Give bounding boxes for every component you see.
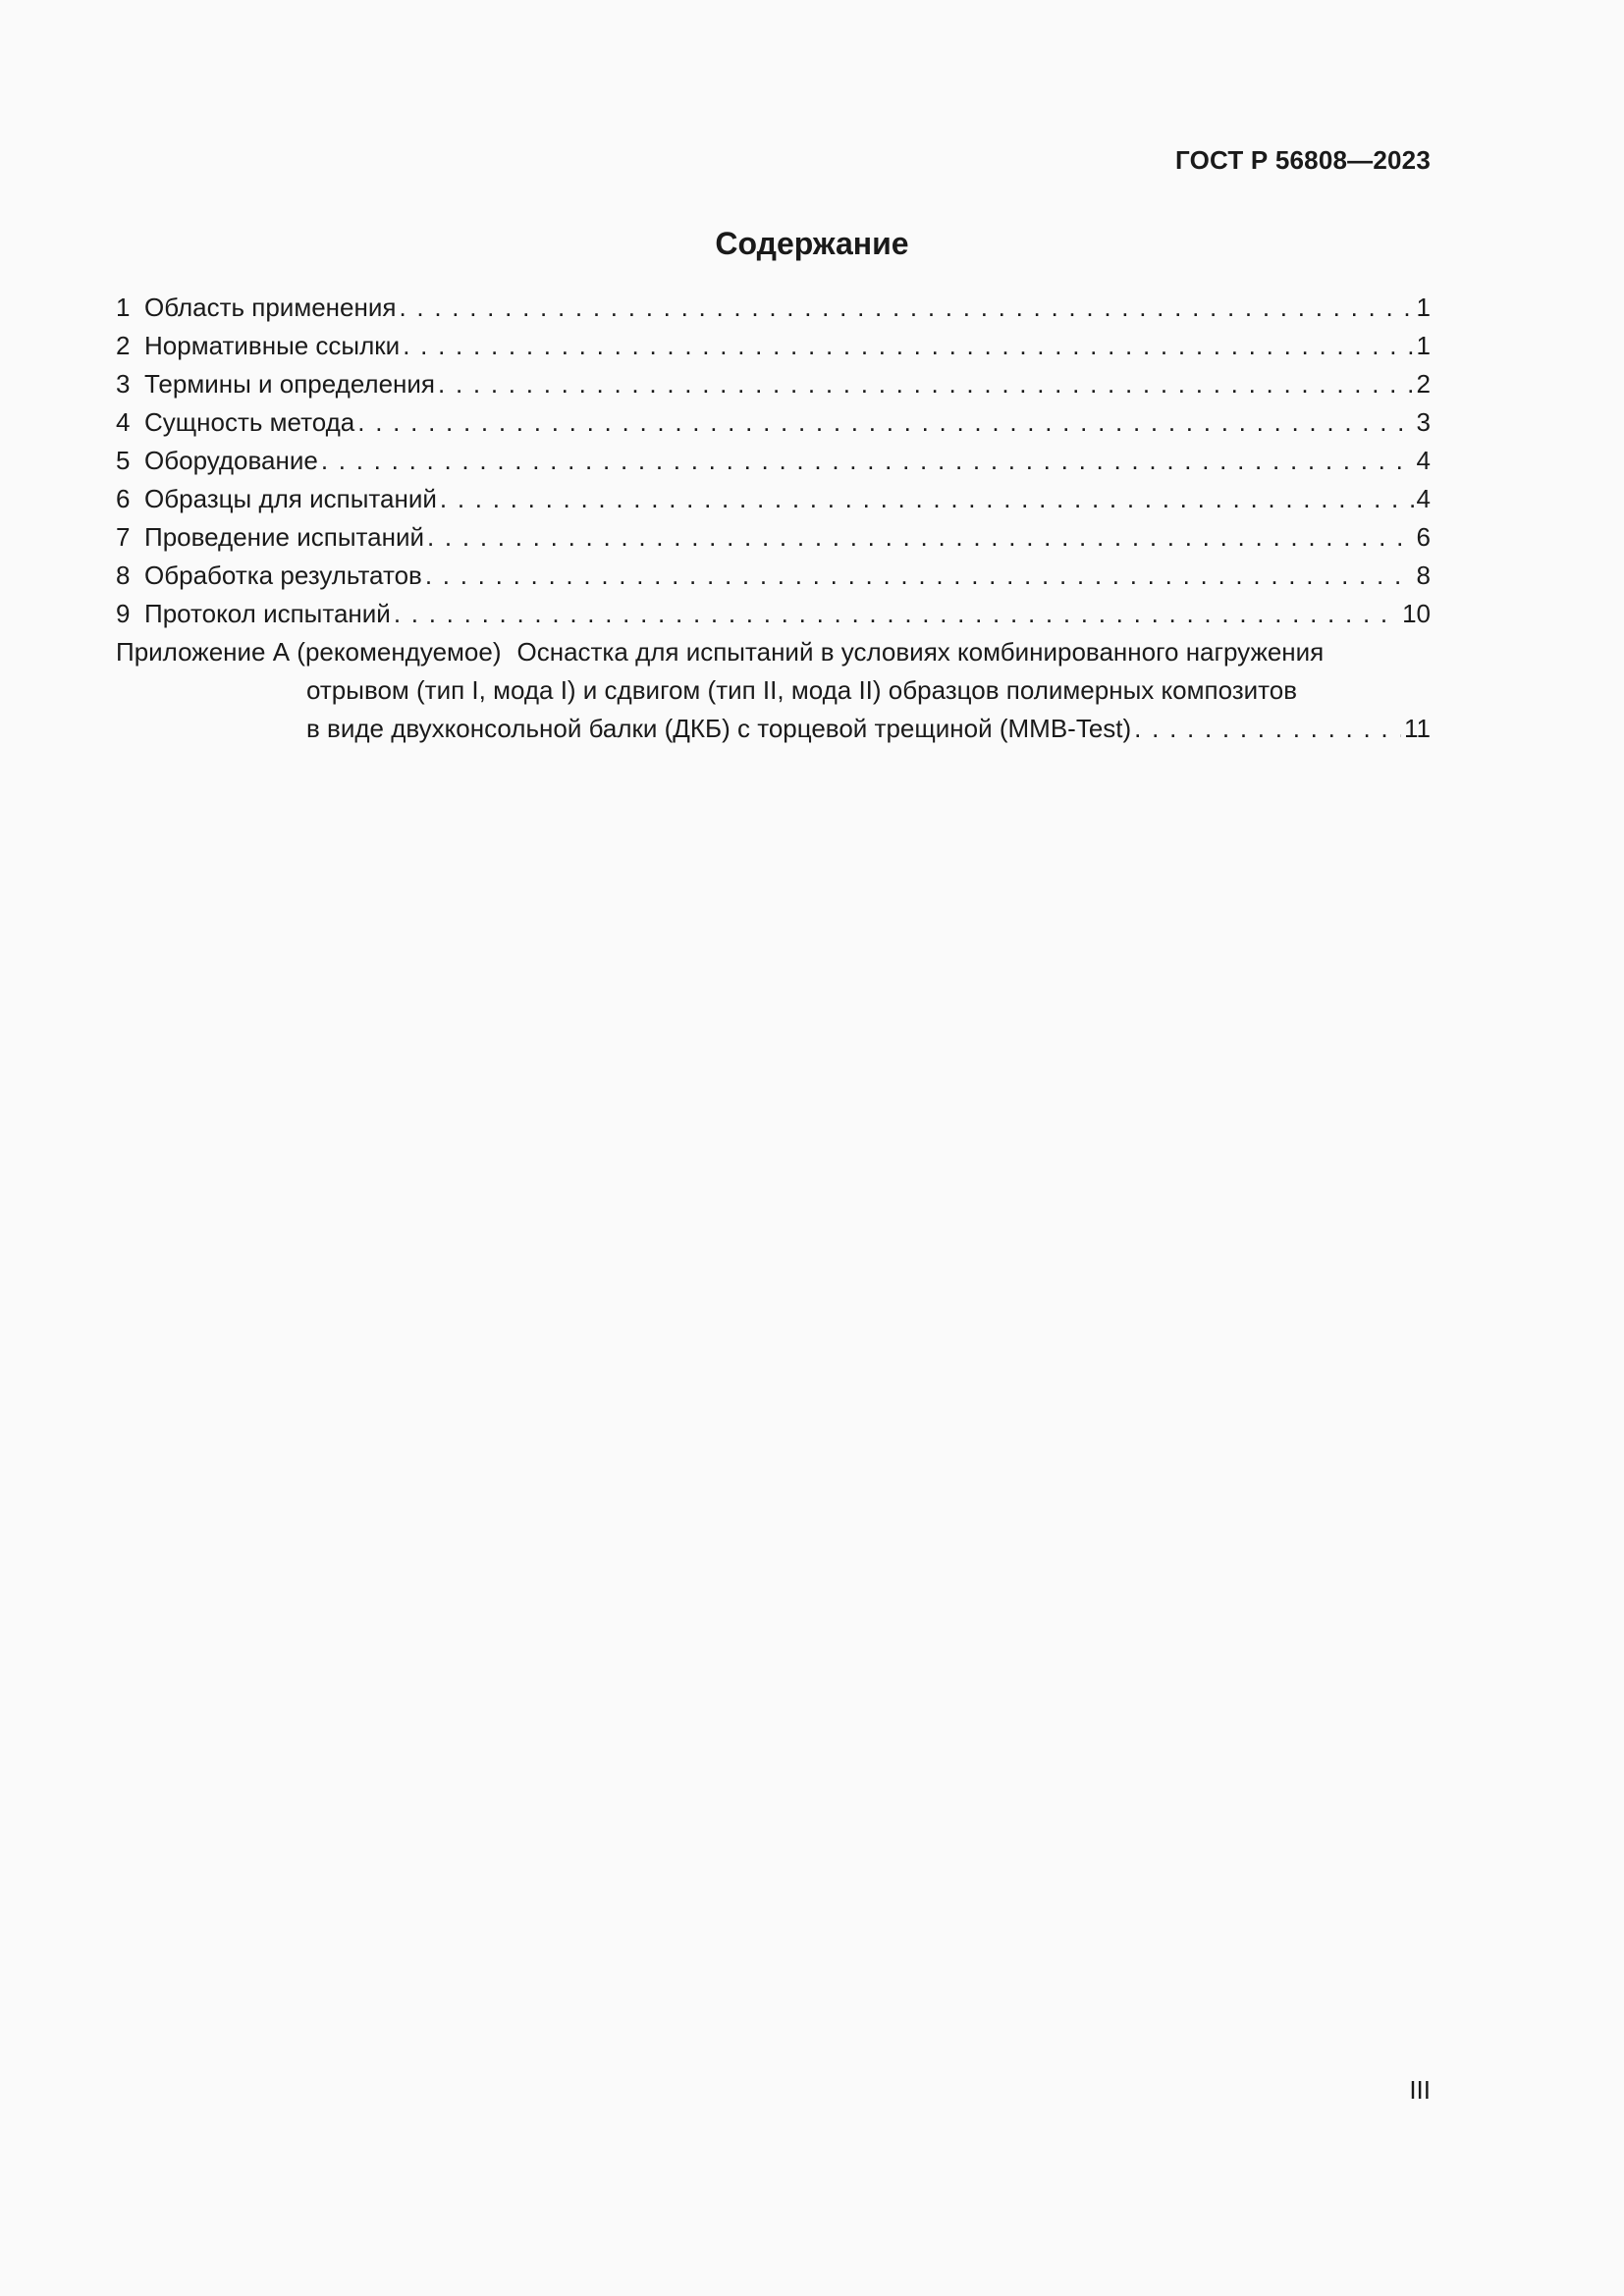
appendix-last-line — [116, 710, 1431, 748]
toc-item-page: 6 — [1416, 522, 1431, 552]
toc-item-number: 2 — [116, 331, 131, 360]
toc-leader-dots — [427, 518, 1414, 557]
document-code: ГОСТ Р 56808—2023 — [1175, 145, 1431, 175]
toc-item-page: 8 — [1416, 561, 1431, 590]
toc-item[interactable] — [116, 403, 1431, 442]
toc-leader-dots — [394, 595, 1399, 633]
toc-item[interactable] — [116, 595, 1431, 633]
toc-item-label: Образцы для испытаний — [144, 484, 437, 513]
toc-item-page: 1 — [1416, 293, 1431, 322]
table-of-contents — [116, 289, 1431, 748]
toc-item[interactable] — [116, 327, 1431, 365]
toc-item-page: 10 — [1402, 599, 1431, 628]
toc-item-page: 4 — [1416, 484, 1431, 513]
toc-leader-dots — [1134, 710, 1401, 748]
toc-leader-dots — [403, 327, 1413, 365]
toc-item-label: Оборудование — [144, 446, 318, 475]
toc-item[interactable] — [116, 289, 1431, 327]
toc-item-label: Сущность метода — [144, 407, 355, 437]
toc-item-number: 5 — [116, 446, 131, 475]
toc-item-label: Нормативные ссылки — [144, 331, 401, 360]
toc-item-page: 4 — [1416, 446, 1431, 475]
appendix-prefix: Приложение А (рекомендуемое) — [116, 637, 502, 667]
page-number: III — [1409, 2075, 1431, 2105]
appendix-first-line — [116, 633, 1431, 671]
appendix-title-line2: отрывом (тип I, мода I) и сдвигом (тип II, мода II) образцов полимерных композитов — [306, 675, 1298, 705]
toc-leader-dots — [399, 289, 1413, 327]
toc-item-number: 3 — [116, 369, 131, 399]
toc-item-number: 1 — [116, 293, 131, 322]
toc-item[interactable] — [116, 442, 1431, 480]
toc-leader-dots — [357, 403, 1413, 442]
toc-leader-dots — [321, 442, 1414, 480]
toc-item-label: Область применения — [144, 293, 397, 322]
toc-leader-dots — [440, 480, 1414, 518]
toc-item-number: 9 — [116, 599, 131, 628]
toc-title: Содержание — [715, 226, 909, 261]
appendix-title-line3: в виде двухконсольной балки (ДКБ) с торцевой трещиной (MMB-Test) — [306, 714, 1132, 743]
toc-leader-dots — [425, 557, 1414, 595]
toc-item-label: Протокол испытаний — [144, 599, 391, 628]
toc-item-page: 1 — [1416, 331, 1431, 360]
appendix-page: 11 — [1404, 714, 1431, 743]
toc-item-number: 4 — [116, 407, 131, 437]
toc-item-number: 8 — [116, 561, 131, 590]
toc-item[interactable] — [116, 365, 1431, 403]
toc-item-label: Проведение испытаний — [144, 522, 424, 552]
toc-item-number: 6 — [116, 484, 131, 513]
toc-item[interactable] — [116, 557, 1431, 595]
toc-appendix-item[interactable] — [116, 633, 1431, 748]
toc-item-number: 7 — [116, 522, 131, 552]
toc-leader-dots — [438, 365, 1414, 403]
appendix-title-line1: Оснастка для испытаний в условиях комбинированного нагружения — [516, 637, 1325, 667]
toc-item-page: 2 — [1416, 369, 1431, 399]
toc-item[interactable] — [116, 480, 1431, 518]
toc-item-label: Обработка результатов — [144, 561, 422, 590]
toc-item-page: 3 — [1416, 407, 1431, 437]
toc-item[interactable] — [116, 518, 1431, 557]
toc-item-label: Термины и определения — [144, 369, 436, 399]
